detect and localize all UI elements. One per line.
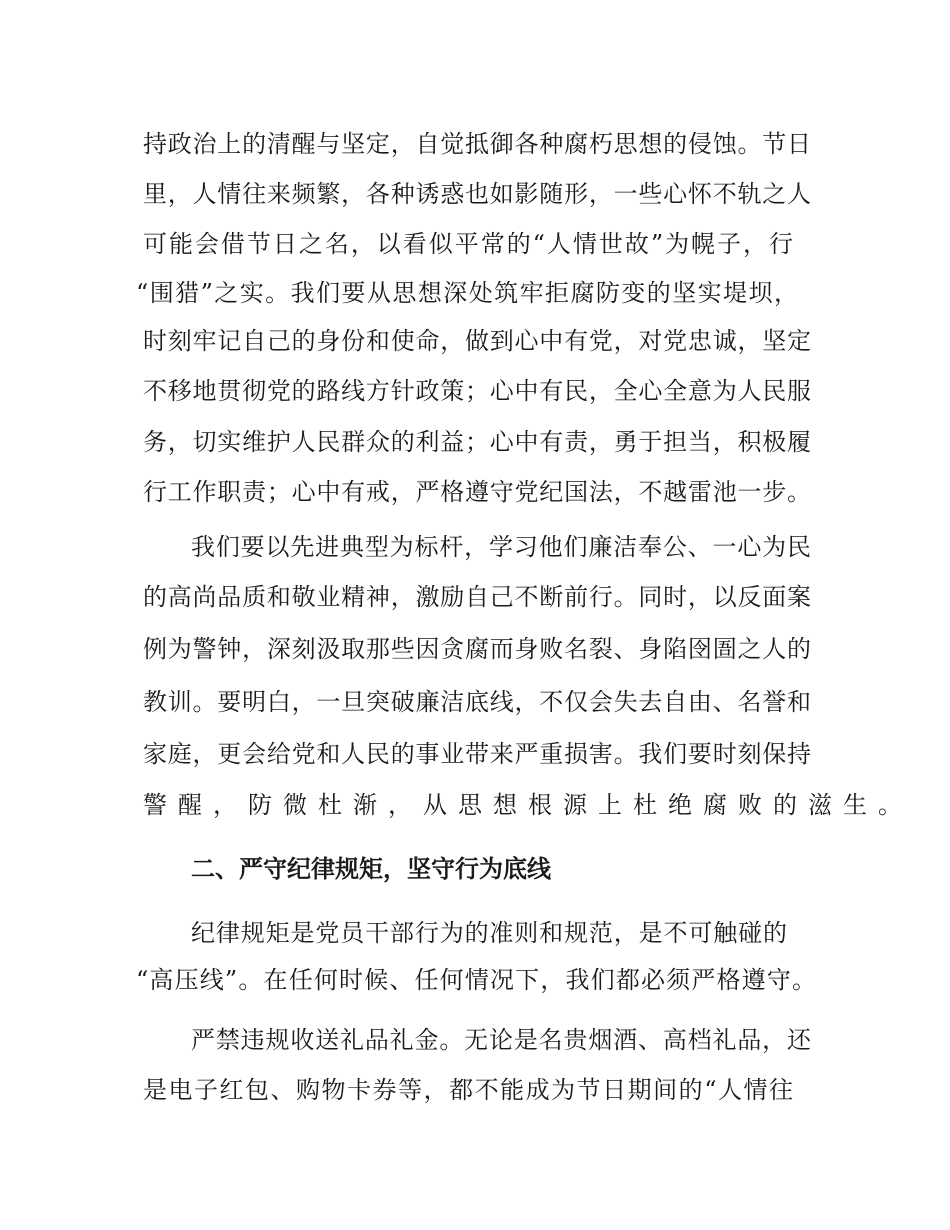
text-line: 时刻牢记自己的身份和使命，做到心中有党，对党忠诚，坚定 <box>143 327 811 355</box>
text-line: 务，切实维护人民群众的利益；心中有责，勇于担当，积极履 <box>143 428 811 456</box>
section-heading: 二、严守纪律规矩，坚守行为底线 <box>191 855 551 883</box>
text-line: 不移地贯彻党的路线方针政策；心中有民，全心全意为人民服 <box>143 377 811 405</box>
text-line: 行工作职责；心中有戒，严格遵守党纪国法，不越雷池一步。 <box>143 478 811 506</box>
text-line: 教训。要明白，一旦突破廉洁底线，不仅会失去自由、名誉和 <box>143 688 811 716</box>
text-line: 的高尚品质和敬业精神，激励自己不断前行。同时，以反面案 <box>143 583 811 611</box>
text-line: 纪律规矩是党员干部行为的准则和规范，是不可触碰的 <box>191 919 787 947</box>
text-line: 里，人情往来频繁，各种诱惑也如影随形，一些心怀不轨之人 <box>143 180 811 208</box>
text-line: 我们要以先进典型为标杆，学习他们廉洁奉公、一心为民 <box>191 533 811 561</box>
text-line: 可能会借节日之名，以看似平常的“人情世故”为幌子，行 <box>143 230 793 258</box>
text-line: 家庭，更会给党和人民的事业带来严重损害。我们要时刻保持 <box>143 740 811 768</box>
text-line: “高压线”。在任何时候、任何情况下，我们都必须严格遵守。 <box>136 966 816 994</box>
text-line: 例为警钟，深刻汲取那些因贪腐而身败名裂、身陷囹圄之人的 <box>143 635 811 663</box>
text-line: 持政治上的清醒与坚定，自觉抵御各种腐朽思想的侵蚀。节日 <box>143 130 811 158</box>
text-line: 是电子红包、购物卡券等，都不能成为节日期间的“人情往 <box>143 1076 793 1104</box>
text-line: 警醒，防微杜渐，从思想根源上杜绝腐败的滋生。 <box>143 791 913 819</box>
text-line: “围猎”之实。我们要从思想深处筑牢拒腐防变的坚实堤坝， <box>136 279 798 307</box>
text-line: 严禁违规收送礼品礼金。无论是名贵烟酒、高档礼品，还 <box>191 1026 811 1054</box>
